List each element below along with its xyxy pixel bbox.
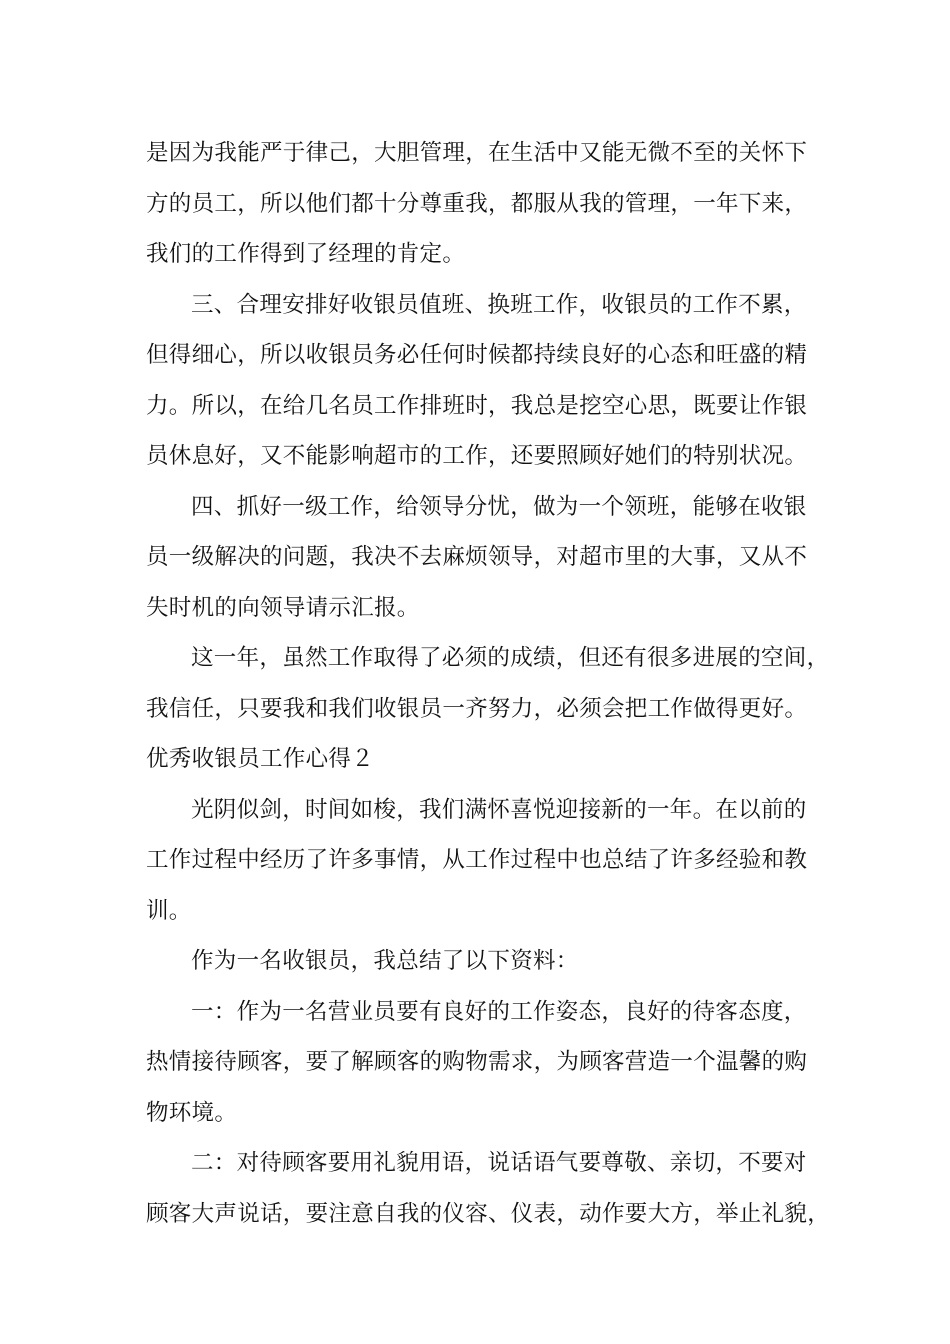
paragraph-start-line: 一：作为一名营业员要有良好的工作姿态，良好的待客态度， xyxy=(191,998,807,1025)
text-line: 员一级解决的问题，我决不去麻烦领导，对超市里的大事，又从不 xyxy=(146,544,808,570)
text-line: 训。 xyxy=(146,897,192,924)
paragraph-start-line: 这一年，虽然工作取得了必须的成绩，但还有很多进展的空间， xyxy=(191,645,830,671)
text-line: 失时机的向领导请示汇报。 xyxy=(146,594,420,621)
text-line: 顾客大声说话，要注意自我的仪容、仪表，动作要大方，举止礼貌， xyxy=(146,1200,831,1227)
paragraph-start-line: 二：对待顾客要用礼貌用语，说话语气要尊敬、亲切，不要对 xyxy=(191,1150,807,1176)
paragraph-start-line: 光阴似剑，时间如梭，我们满怀喜悦迎接新的一年。在以前的 xyxy=(191,796,807,823)
text-line: 是因为我能严于律己，大胆管理，在生活中又能无微不至的关怀下 xyxy=(146,140,808,166)
paragraph-start-line: 四、抓好一级工作，给领导分忧，做为一个领班，能够在收银 xyxy=(191,493,807,520)
text-line: 方的员工，所以他们都十分尊重我，都服从我的管理，一年下来， xyxy=(146,190,808,217)
text-line: 员休息好，又不能影响超市的工作，还要照顾好她们的特别状况。 xyxy=(146,443,808,469)
paragraph-start-line: 三、合理安排好收银员值班、换班工作，收银员的工作不累， xyxy=(191,291,807,318)
text-line: 但得细心，所以收银员务必任何时候都持续良好的心态和旺盛的精 xyxy=(146,342,808,368)
text-line: 力。所以，在给几名员工作排班时，我总是挖空心思，既要让作银 xyxy=(146,392,808,419)
text-line: 工作过程中经历了许多事情，从工作过程中也总结了许多经验和教 xyxy=(146,847,808,873)
text-line: 我们的工作得到了经理的肯定。 xyxy=(146,241,466,267)
paragraph-start-line: 作为一名收银员，我总结了以下资料： xyxy=(191,948,579,974)
section-heading: 优秀收银员工作心得２ xyxy=(146,746,375,772)
document-body xyxy=(146,128,831,1239)
text-line: 我信任，只要我和我们收银员一齐努力，必须会把工作做得更好。 xyxy=(146,695,808,722)
text-line: 物环境。 xyxy=(146,1099,238,1126)
text-line: 热情接待顾客，要了解顾客的购物需求，为顾客营造一个温馨的购 xyxy=(146,1049,808,1075)
